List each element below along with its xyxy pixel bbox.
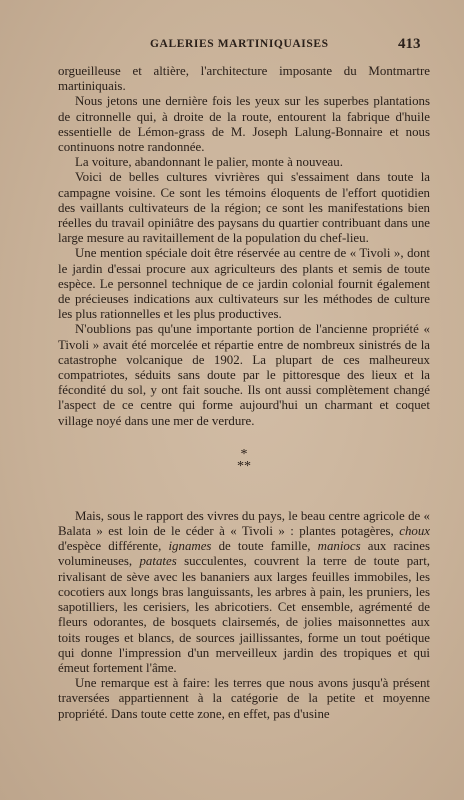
italic-term: maniocs [317,539,361,554]
paragraph: Une remarque est à faire: les terres que nous avons jusqu'à présent traversées appartiennent à la catégorie de la petite et moyenne propriété. Dans toute cette zone, en effet, pas d'usine [58,676,430,721]
paragraph: Nous jetons une dernière fois les yeux sur les superbes plantations de citronnelle qui, à droite de la route, entourent la fabrique d'huile essentielle de Lémon-grass de M. Joseph Lalung-Bonnaire et nous continuons notre randonnée. [58,94,430,155]
asterism-bottom: ** [237,458,251,474]
page-number: 413 [398,36,421,52]
page-header [0,36,464,56]
asterism-top: * [240,446,248,462]
body-text [58,64,430,722]
section-break-asterism [58,446,430,474]
italic-term: patates [139,554,177,569]
paragraph: N'oublions pas qu'une importante portion de l'ancienne propriété « Tivoli » avait été morcelée et répartie entre de nombreux sinistrés de la catastrophe volcanique de 1902. La plupart de ces malheureux compatriotes, séduits sans doute par le pittoresque des lieux et la fécondité du sol, y ont fait souche. Ils ont aussi complètement changé l'aspect de ce centre qui forme aujourd'hui un charmant et coquet village noyé dans une mer de verdure. [58,322,430,428]
text-run: Mais, sous le rapport des vivres du pays, le beau centre agricole de « Balata » est loin de le céder à « Tivoli » : plantes potagères, [58,508,430,539]
italic-term: ignames [168,539,212,554]
text-run: d'espèce différente, [58,539,169,554]
paragraph: Une mention spéciale doit être réservée au centre de « Tivoli », dont le jardin d'essai procure aux agriculteurs des plants et semis de toute espèce. Le personnel technique de ce jardin colonial fournit également de précieuses indications aux cultivateurs sur les méthodes de culture les plus rationnelles et les plus productives. [58,246,430,322]
text-run: aux racines volumineuses, [58,539,430,569]
paragraph: La voiture, abandonnant le palier, monte à nouveau. [75,155,343,170]
running-title: GALERIES MARTINIQUAISES [150,38,329,50]
text-run: succulentes, couvrent la terre de toute part, rivalisant de sève avec les bananiers aux larges feuilles immobiles, les cocotiers aux longs bras languissants, les arbres à pain, les pruniers, les sapotilliers, les cerisiers, les abricotiers. Cet ensemble, agrémenté de fleurs odorantes, de bosquets clairsemés, de jolies maisonnettes aux toits rouges et blancs, de sources jaillissantes, forme un tout poétique qui donne l'impression d'un merveilleux jardin des tropiques et qui émeut fortement l'âme. [58,554,430,675]
text-run: de toute famille, [211,539,318,554]
paragraph: orgueilleuse et altière, l'architecture imposante du Montmartre martiniquais. [58,64,430,94]
paragraph [58,509,430,676]
italic-term: choux [399,524,430,539]
paragraph: Voici de belles cultures vivrières qui s'essaiment dans toute la campagne voisine. Ce sont les témoins éloquents de l'effort quotidien des vaillants cultivateurs de la région; ce sont les manifestations bien réelles du travail opiniâtre des paysans du quartier contribuant dans une large mesure au ravitaillement de la population du chef-lieu. [58,170,430,246]
